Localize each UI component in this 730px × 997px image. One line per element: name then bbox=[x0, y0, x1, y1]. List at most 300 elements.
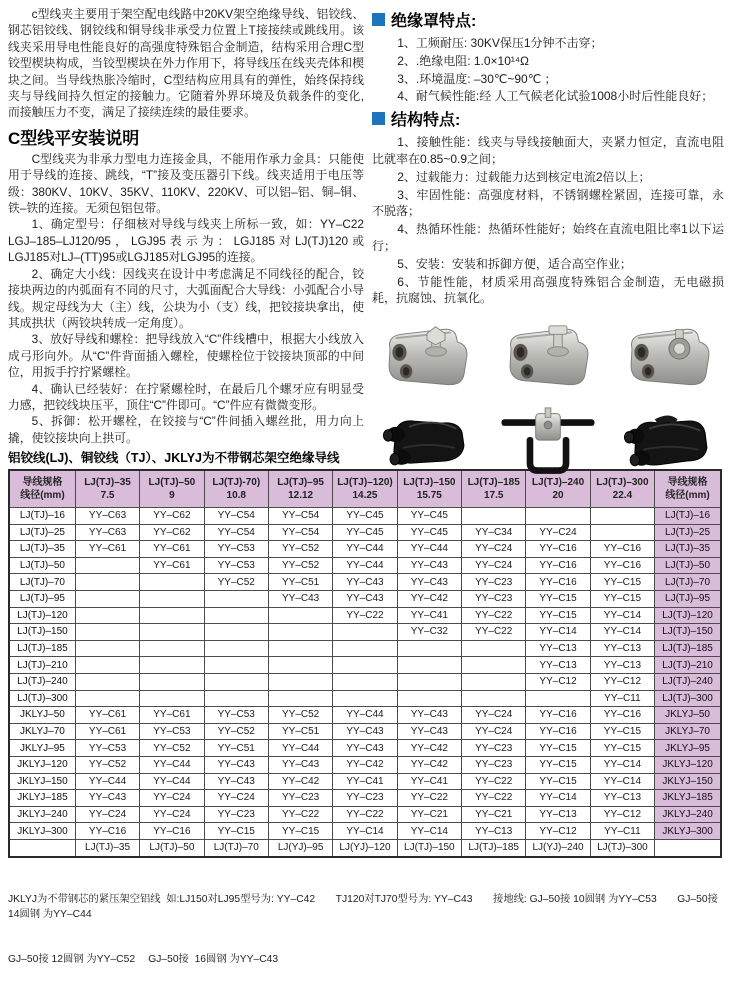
table-row bbox=[9, 657, 721, 674]
model-cell: YY–C15 bbox=[590, 740, 654, 757]
model-cell bbox=[140, 574, 204, 591]
table-row bbox=[9, 508, 721, 525]
table-row bbox=[9, 806, 721, 823]
model-cell: YY–C53 bbox=[140, 723, 204, 740]
table-row bbox=[9, 640, 721, 657]
model-cell: YY–C44 bbox=[333, 557, 397, 574]
model-cell: YY–C14 bbox=[590, 773, 654, 790]
features-column bbox=[372, 6, 724, 446]
model-cell: YY–C32 bbox=[397, 624, 461, 641]
model-cell: YY–C43 bbox=[204, 756, 268, 773]
model-cell bbox=[333, 624, 397, 641]
row-label-right: JKLYJ–185 bbox=[655, 790, 721, 807]
model-cell: YY–C44 bbox=[75, 773, 139, 790]
model-cell bbox=[204, 607, 268, 624]
model-cell: YY–C16 bbox=[526, 541, 590, 558]
model-cell: YY–C15 bbox=[526, 590, 590, 607]
model-cell: YY–C12 bbox=[526, 673, 590, 690]
row-label-left: LJ(TJ)–16 bbox=[9, 508, 75, 525]
table-row bbox=[9, 557, 721, 574]
model-cell: YY–C15 bbox=[526, 607, 590, 624]
row-label-left: LJ(TJ)–70 bbox=[9, 574, 75, 591]
model-cell: YY–C22 bbox=[462, 607, 526, 624]
model-cell: YY–C62 bbox=[140, 508, 204, 525]
row-label-right: JKLYJ–95 bbox=[655, 740, 721, 757]
footer-label-cell: LJ(TJ)–35 bbox=[75, 839, 139, 857]
row-label-left: LJ(TJ)–240 bbox=[9, 673, 75, 690]
footnote-line-1: JKLYJ为不带钢芯的紧压架空铝线 如:LJ150对LJ95型号为: YY–C42 TJ120对TJ70型号为: YY–C43 接地线: GJ–50接 10圆钢 为YY–C53 GJ–50接 14圆钢 为YY–C44 bbox=[8, 893, 721, 920]
model-cell: YY–C45 bbox=[333, 508, 397, 525]
model-cell: YY–C41 bbox=[397, 773, 461, 790]
model-cell: YY–C44 bbox=[333, 541, 397, 558]
model-cell: YY–C54 bbox=[204, 524, 268, 541]
row-label-left: LJ(TJ)–210 bbox=[9, 657, 75, 674]
model-cell: YY–C52 bbox=[268, 541, 332, 558]
table-row bbox=[9, 740, 721, 757]
table-header-cell: LJ(TJ)-70) 10.8 bbox=[204, 470, 268, 508]
model-cell: YY–C11 bbox=[590, 690, 654, 707]
description-column bbox=[8, 6, 364, 446]
row-label-right: LJ(TJ)–95 bbox=[655, 590, 721, 607]
install-intro-paragraph: C型线夹为非承力型电力连接金具，不能用作承力金具：只能使用于导线的连接、跳线，“T”接及变压器引下线。线夹适用于电压等级：380KV、10KV、35KV、110KV、220KV、可以铝–铝、铜–铜、铁–铁的连接。无须包铝包带。 bbox=[8, 151, 364, 216]
row-label-right: JKLYJ–150 bbox=[655, 773, 721, 790]
model-cell: YY–C12 bbox=[590, 673, 654, 690]
table-body bbox=[9, 508, 721, 857]
model-cell: YY–C43 bbox=[333, 574, 397, 591]
install-step: 5、拆御：松开螺栓，在铰接与“C”件间插入螺丝批，用力向上撬，使铰接块向上拱可。 bbox=[8, 414, 364, 445]
model-cell bbox=[462, 508, 526, 525]
model-cell: YY–C52 bbox=[140, 740, 204, 757]
table-header-cell: LJ(TJ)–150 15.75 bbox=[397, 470, 461, 508]
row-label-right: LJ(TJ)–16 bbox=[655, 508, 721, 525]
model-cell bbox=[397, 657, 461, 674]
footer-label-cell: LJ(TJ)–300 bbox=[590, 839, 654, 857]
table-row bbox=[9, 707, 721, 724]
model-cell: YY–C11 bbox=[590, 823, 654, 840]
model-cell: YY–C44 bbox=[397, 541, 461, 558]
row-label-left: LJ(TJ)–120 bbox=[9, 607, 75, 624]
row-label-left: JKLYJ–150 bbox=[9, 773, 75, 790]
footer-label-cell: LJ(YJ)–120 bbox=[333, 839, 397, 857]
model-cell: YY–C13 bbox=[526, 657, 590, 674]
model-cell: YY–C16 bbox=[590, 541, 654, 558]
row-label-right: JKLYJ–120 bbox=[655, 756, 721, 773]
model-cell: YY–C53 bbox=[75, 740, 139, 757]
model-cell: YY–C16 bbox=[526, 574, 590, 591]
row-label-left: LJ(TJ)–95 bbox=[9, 590, 75, 607]
model-cell: YY–C43 bbox=[268, 756, 332, 773]
model-cell: YY–C43 bbox=[204, 773, 268, 790]
model-cell: YY–C43 bbox=[268, 590, 332, 607]
model-cell: YY–C61 bbox=[75, 707, 139, 724]
model-cell: YY–C44 bbox=[140, 756, 204, 773]
model-cell bbox=[268, 640, 332, 657]
row-label-left: LJ(TJ)–150 bbox=[9, 624, 75, 641]
model-cell: YY–C43 bbox=[397, 723, 461, 740]
model-cell: YY–C14 bbox=[526, 790, 590, 807]
model-cell bbox=[75, 624, 139, 641]
product-photo-aluminum-clamp-1 bbox=[372, 321, 483, 397]
model-cell: YY–C22 bbox=[462, 624, 526, 641]
table-header-cell: LJ(TJ)–35 7.5 bbox=[75, 470, 139, 508]
model-cell bbox=[140, 607, 204, 624]
table-row bbox=[9, 590, 721, 607]
row-label-right: JKLYJ–300 bbox=[655, 823, 721, 840]
model-cell bbox=[333, 640, 397, 657]
model-cell: YY–C24 bbox=[462, 557, 526, 574]
model-cell: YY–C43 bbox=[397, 557, 461, 574]
top-section bbox=[0, 0, 730, 446]
conductor-note: 铝铰线(LJ)、铜铰线（TJ）、JKLYJ为不带钢芯架空绝缘导线 bbox=[8, 451, 340, 465]
model-cell: YY–C42 bbox=[333, 756, 397, 773]
model-cell bbox=[204, 590, 268, 607]
footer-label-cell: LJ(YJ)–95 bbox=[268, 839, 332, 857]
footnote-line-2: GJ–50接 12圆钢 为YY–C52 GJ–50接 16圆钢 为YY–C43 bbox=[8, 953, 279, 965]
model-cell: YY–C41 bbox=[333, 773, 397, 790]
structure-feature-item: 5、安装：安装和拆御方便，适合高空作业； bbox=[397, 256, 632, 271]
model-cell: YY–C45 bbox=[397, 524, 461, 541]
model-cell: YY–C23 bbox=[462, 574, 526, 591]
model-cell: YY–C15 bbox=[204, 823, 268, 840]
footer-label-cell: LJ(YJ)–240 bbox=[526, 839, 590, 857]
model-cell bbox=[204, 673, 268, 690]
model-cell: YY–C22 bbox=[462, 790, 526, 807]
install-step: 2、确定大小线：因线夹在设计中考虑满足不同线径的配合，铰接块两边的内弧面有不同的尺寸，大弧面配合大导线：小弧配合小导线。规定母线为大（主）线，公块为小（支）线，把铰接块拿出，使其成拱状（两铰块转成一定角度）。 bbox=[8, 266, 364, 330]
table-row bbox=[9, 574, 721, 591]
model-cell: YY–C53 bbox=[204, 541, 268, 558]
table-row bbox=[9, 790, 721, 807]
model-cell bbox=[462, 690, 526, 707]
product-photo-aluminum-clamp-2 bbox=[493, 321, 604, 397]
model-cell: YY–C34 bbox=[462, 524, 526, 541]
model-cell: YY–C45 bbox=[397, 508, 461, 525]
footer-label-row bbox=[9, 839, 721, 857]
row-label-left: LJ(TJ)–300 bbox=[9, 690, 75, 707]
insulation-feature-item: 4、耐气候性能:经 人工气候老化试验1008小时后性能良好； bbox=[397, 89, 714, 104]
row-label-left: LJ(TJ)–35 bbox=[9, 541, 75, 558]
table-header-cell: 导线规格 线径(mm) bbox=[655, 470, 721, 508]
product-photo-clamp-with-handle bbox=[493, 405, 604, 481]
model-cell: YY–C13 bbox=[590, 790, 654, 807]
model-cell: YY–C52 bbox=[268, 557, 332, 574]
row-label-right: LJ(TJ)–210 bbox=[655, 657, 721, 674]
model-cell bbox=[140, 624, 204, 641]
model-cell: YY–C16 bbox=[75, 823, 139, 840]
model-cell bbox=[268, 657, 332, 674]
model-cell: YY–C52 bbox=[204, 574, 268, 591]
model-cell bbox=[333, 673, 397, 690]
model-cell bbox=[75, 640, 139, 657]
row-label-right: LJ(TJ)–150 bbox=[655, 624, 721, 641]
model-cell: YY–C24 bbox=[462, 541, 526, 558]
install-heading: C型线平安装说明 bbox=[8, 128, 140, 148]
model-cell: YY–C42 bbox=[397, 756, 461, 773]
model-cell: YY–C24 bbox=[462, 707, 526, 724]
model-cell bbox=[526, 508, 590, 525]
model-cell bbox=[397, 640, 461, 657]
model-cell bbox=[140, 640, 204, 657]
install-steps bbox=[8, 216, 364, 446]
model-cell: YY–C52 bbox=[75, 756, 139, 773]
model-cell bbox=[268, 673, 332, 690]
model-cell: YY–C14 bbox=[590, 624, 654, 641]
model-cell: YY–C14 bbox=[590, 756, 654, 773]
model-cell: YY–C61 bbox=[140, 541, 204, 558]
model-cell: YY–C44 bbox=[140, 773, 204, 790]
model-cell: YY–C52 bbox=[268, 707, 332, 724]
model-cell: YY–C13 bbox=[526, 806, 590, 823]
model-cell: YY–C23 bbox=[268, 790, 332, 807]
blue-square-icon bbox=[372, 13, 385, 26]
model-cell: YY–C61 bbox=[75, 723, 139, 740]
model-cell bbox=[333, 657, 397, 674]
model-cell: YY–C15 bbox=[590, 723, 654, 740]
row-label-right: LJ(TJ)–240 bbox=[655, 673, 721, 690]
footnotes bbox=[8, 862, 730, 997]
model-cell bbox=[268, 607, 332, 624]
table-header-cell: 导线规格 线径(mm) bbox=[9, 470, 75, 508]
model-cell: YY–C43 bbox=[333, 740, 397, 757]
row-label-left: JKLYJ–240 bbox=[9, 806, 75, 823]
model-cell: YY–C43 bbox=[333, 723, 397, 740]
table-header-cell: LJ(TJ)–120) 14.25 bbox=[333, 470, 397, 508]
footer-label-cell: LJ(TJ)–50 bbox=[140, 839, 204, 857]
footer-label-cell bbox=[9, 839, 75, 857]
model-cell bbox=[204, 624, 268, 641]
structure-feature-item: 3、牢固性能：高强度材料，不锈钢螺栓紧固，连接可靠，永不脱落； bbox=[372, 187, 724, 219]
row-label-left: LJ(TJ)–25 bbox=[9, 524, 75, 541]
structure-feature-list bbox=[372, 134, 724, 307]
structure-feature-item: 6、节能性能，材质采用高强度特殊铝合金制造，无电磁损耗，抗腐蚀、抗氧化。 bbox=[372, 274, 724, 306]
model-cell: YY–C52 bbox=[204, 723, 268, 740]
model-cell: YY–C43 bbox=[397, 707, 461, 724]
model-cell bbox=[75, 673, 139, 690]
model-cell bbox=[140, 590, 204, 607]
model-cell: YY–C63 bbox=[75, 524, 139, 541]
model-cell: YY–C51 bbox=[204, 740, 268, 757]
model-cell: YY–C51 bbox=[268, 723, 332, 740]
table-row bbox=[9, 524, 721, 541]
row-label-right: JKLYJ–70 bbox=[655, 723, 721, 740]
model-cell: YY–C16 bbox=[590, 707, 654, 724]
model-cell bbox=[204, 640, 268, 657]
model-cell: YY–C13 bbox=[590, 657, 654, 674]
model-cell: YY–C24 bbox=[75, 806, 139, 823]
model-cell: YY–C22 bbox=[397, 790, 461, 807]
table-row bbox=[9, 723, 721, 740]
model-cell: YY–C15 bbox=[268, 823, 332, 840]
footer-label-cell bbox=[655, 839, 721, 857]
model-cell: YY–C14 bbox=[397, 823, 461, 840]
model-cell: YY–C14 bbox=[526, 624, 590, 641]
model-cell bbox=[462, 657, 526, 674]
model-cell bbox=[75, 574, 139, 591]
model-cell: YY–C22 bbox=[333, 806, 397, 823]
model-cell: YY–C53 bbox=[204, 707, 268, 724]
model-cell: YY–C42 bbox=[397, 590, 461, 607]
model-cell: YY–C54 bbox=[268, 524, 332, 541]
table-header-cell: LJ(TJ)–240 20 bbox=[526, 470, 590, 508]
model-cell: YY–C23 bbox=[204, 806, 268, 823]
row-label-left: JKLYJ–95 bbox=[9, 740, 75, 757]
model-cell bbox=[333, 690, 397, 707]
table-header bbox=[9, 470, 721, 508]
model-cell: YY–C43 bbox=[333, 590, 397, 607]
model-cell bbox=[75, 657, 139, 674]
row-label-right: LJ(TJ)–185 bbox=[655, 640, 721, 657]
model-cell: YY–C16 bbox=[526, 707, 590, 724]
model-cell bbox=[397, 673, 461, 690]
model-cell: YY–C51 bbox=[268, 574, 332, 591]
product-photo-aluminum-clamp-3 bbox=[613, 321, 724, 397]
row-label-left: JKLYJ–50 bbox=[9, 707, 75, 724]
model-cell bbox=[268, 690, 332, 707]
model-cell: YY–C61 bbox=[75, 541, 139, 558]
model-cell: YY–C15 bbox=[526, 773, 590, 790]
model-cell: YY–C21 bbox=[397, 806, 461, 823]
model-cell: YY–C15 bbox=[526, 740, 590, 757]
model-cell: YY–C53 bbox=[204, 557, 268, 574]
install-step: 1、确定型号：仔细核对导线与线夹上所标一致，如：YY–C22 LGJ–185–LJ120/95，LGJ95表示为：LGJ185对LJ(TJ)120或LGJ185对LJ–(TT)95或LGJ185对LGJ95的连接。 bbox=[8, 217, 364, 265]
table-row bbox=[9, 756, 721, 773]
model-cell: YY–C16 bbox=[590, 557, 654, 574]
row-label-left: JKLYJ–120 bbox=[9, 756, 75, 773]
model-cell: YY–C16 bbox=[140, 823, 204, 840]
model-cell bbox=[75, 557, 139, 574]
insulation-feature-list bbox=[372, 35, 724, 105]
blue-square-icon bbox=[372, 112, 385, 125]
model-cell: YY–C22 bbox=[462, 773, 526, 790]
model-cell: YY–C63 bbox=[75, 508, 139, 525]
model-cell bbox=[75, 690, 139, 707]
model-cell bbox=[140, 690, 204, 707]
model-cell: YY–C44 bbox=[268, 740, 332, 757]
model-cell bbox=[140, 657, 204, 674]
model-cell: YY–C45 bbox=[333, 524, 397, 541]
table-row bbox=[9, 673, 721, 690]
model-cell: YY–C15 bbox=[526, 756, 590, 773]
insulation-section-title bbox=[372, 8, 724, 31]
model-cell: YY–C13 bbox=[526, 640, 590, 657]
model-cell: YY–C41 bbox=[397, 607, 461, 624]
model-cell bbox=[462, 673, 526, 690]
model-cell: YY–C54 bbox=[204, 508, 268, 525]
table-row bbox=[9, 773, 721, 790]
product-photo-grid bbox=[372, 321, 724, 481]
model-cell: YY–C16 bbox=[526, 723, 590, 740]
model-cell: YY–C43 bbox=[75, 790, 139, 807]
table-row bbox=[9, 690, 721, 707]
insulation-feature-item: 1、工频耐压: 30KV保压1分钟不击穿； bbox=[397, 36, 603, 50]
model-cell: YY–C13 bbox=[590, 640, 654, 657]
model-cell: YY–C23 bbox=[333, 790, 397, 807]
table-header-cell: LJ(TJ)–95 12.12 bbox=[268, 470, 332, 508]
row-label-right: JKLYJ–50 bbox=[655, 707, 721, 724]
footer-label-cell: LJ(TJ)–70 bbox=[204, 839, 268, 857]
row-label-right: LJ(TJ)–35 bbox=[655, 541, 721, 558]
table-row bbox=[9, 823, 721, 840]
model-cell: YY–C24 bbox=[526, 524, 590, 541]
structure-section-title bbox=[372, 107, 724, 130]
model-cell: YY–C22 bbox=[333, 607, 397, 624]
model-cell: YY–C21 bbox=[462, 806, 526, 823]
model-cell bbox=[204, 690, 268, 707]
insulation-feature-item: 2、.绝缘电阻: 1.0×10¹⁴Ω bbox=[397, 53, 530, 68]
model-cell bbox=[590, 524, 654, 541]
model-cell: YY–C23 bbox=[462, 590, 526, 607]
structure-feature-item: 4、热循环性能：热循环性能好；始终在直流电阻比率1以下运行； bbox=[372, 222, 724, 253]
row-label-right: LJ(TJ)–50 bbox=[655, 557, 721, 574]
structure-feature-item: 1、接触性能：线夹与导线接触面大，夹紧力恒定，直流电阻比就率在0.85~0.9之间； bbox=[372, 135, 724, 166]
row-label-right: LJ(TJ)–25 bbox=[655, 524, 721, 541]
structure-feature-item: 2、过载能力：过载能力达到核定电流2倍以上； bbox=[397, 169, 651, 184]
model-cell: YY–C42 bbox=[397, 740, 461, 757]
footer-label-cell: LJ(TJ)–150 bbox=[397, 839, 461, 857]
table-header-cell: LJ(TJ)–185 17.5 bbox=[462, 470, 526, 508]
model-cell: YY–C14 bbox=[333, 823, 397, 840]
row-label-left: LJ(TJ)–50 bbox=[9, 557, 75, 574]
table-row bbox=[9, 624, 721, 641]
install-step: 4、确认已经装好：在拧紧螺栓时，在最后几个螺牙应有明显受力感，把铰线块压平，顶住“C”件即可。“C”件应有微微变形。 bbox=[8, 381, 364, 412]
table-header-cell: LJ(TJ)–50 9 bbox=[140, 470, 204, 508]
install-step: 3、放好导线和螺栓：把导线放入“C”件线槽中，根据大小线放入成弓形向外。从“C”件背面插入螺栓，使螺栓位于铰接块顶部的中间位，用扳手拧拧紧螺栓。 bbox=[8, 332, 364, 380]
row-label-right: LJ(TJ)–300 bbox=[655, 690, 721, 707]
insulation-feature-item: 3、.环境温度: –30℃~90℃ ； bbox=[397, 71, 557, 86]
model-cell: YY–C16 bbox=[526, 557, 590, 574]
model-cell bbox=[462, 640, 526, 657]
product-photo-black-cover-1 bbox=[372, 405, 483, 481]
model-cell: YY–C15 bbox=[590, 590, 654, 607]
row-label-left: JKLYJ–300 bbox=[9, 823, 75, 840]
model-cell: YY–C42 bbox=[268, 773, 332, 790]
model-cell: YY–C24 bbox=[204, 790, 268, 807]
model-cell bbox=[140, 673, 204, 690]
row-label-left: LJ(TJ)–185 bbox=[9, 640, 75, 657]
model-cell: YY–C22 bbox=[268, 806, 332, 823]
model-cell: YY–C23 bbox=[462, 740, 526, 757]
row-label-left: JKLYJ–185 bbox=[9, 790, 75, 807]
row-label-right: JKLYJ–240 bbox=[655, 806, 721, 823]
structure-heading-label: 结构特点: bbox=[391, 112, 461, 130]
model-cell bbox=[526, 690, 590, 707]
model-cell: YY–C44 bbox=[333, 707, 397, 724]
model-cell bbox=[75, 590, 139, 607]
model-cell: YY–C61 bbox=[140, 557, 204, 574]
model-cell: YY–C61 bbox=[140, 707, 204, 724]
model-cell: YY–C24 bbox=[140, 806, 204, 823]
model-cell: YY–C23 bbox=[462, 756, 526, 773]
model-cell: YY–C43 bbox=[397, 574, 461, 591]
product-photo-black-cover-2 bbox=[613, 405, 724, 481]
model-cell: YY–C14 bbox=[590, 607, 654, 624]
row-label-left: JKLYJ–70 bbox=[9, 723, 75, 740]
model-cell: YY–C13 bbox=[462, 823, 526, 840]
model-cell: YY–C24 bbox=[462, 723, 526, 740]
model-cell bbox=[590, 508, 654, 525]
model-cell bbox=[268, 624, 332, 641]
table-row bbox=[9, 541, 721, 558]
model-cell: YY–C54 bbox=[268, 508, 332, 525]
model-cell: YY–C12 bbox=[590, 806, 654, 823]
model-cell bbox=[204, 657, 268, 674]
model-cell bbox=[75, 607, 139, 624]
model-cell bbox=[397, 690, 461, 707]
row-label-right: LJ(TJ)–70 bbox=[655, 574, 721, 591]
model-selection-table bbox=[8, 469, 722, 858]
table-row bbox=[9, 607, 721, 624]
insulation-heading-label: 绝缘罩特点: bbox=[391, 13, 477, 30]
intro-paragraph: c型线夹主要用于架空配电线路中20KV架空绝缘导线、铝铰线、钢芯铝铰线、钢铰线和铜导线非承受力位置上T接接续或跳线用。该线夹采用导电性能良好的高强度特殊铝合金制造，结构采用合理C型铰型楔块构成，当铰型楔块在外力作用下，将导线压在线夹壳体和楔块之间。当导线热胀冷缩时，C型结构应用具有的弹性，始终保持线夹与导线间持久恒定的接触力。它随着外界环境及负载条件的变化,而接触压力不变，满足了接续连续的最佳要求。 bbox=[8, 7, 364, 120]
